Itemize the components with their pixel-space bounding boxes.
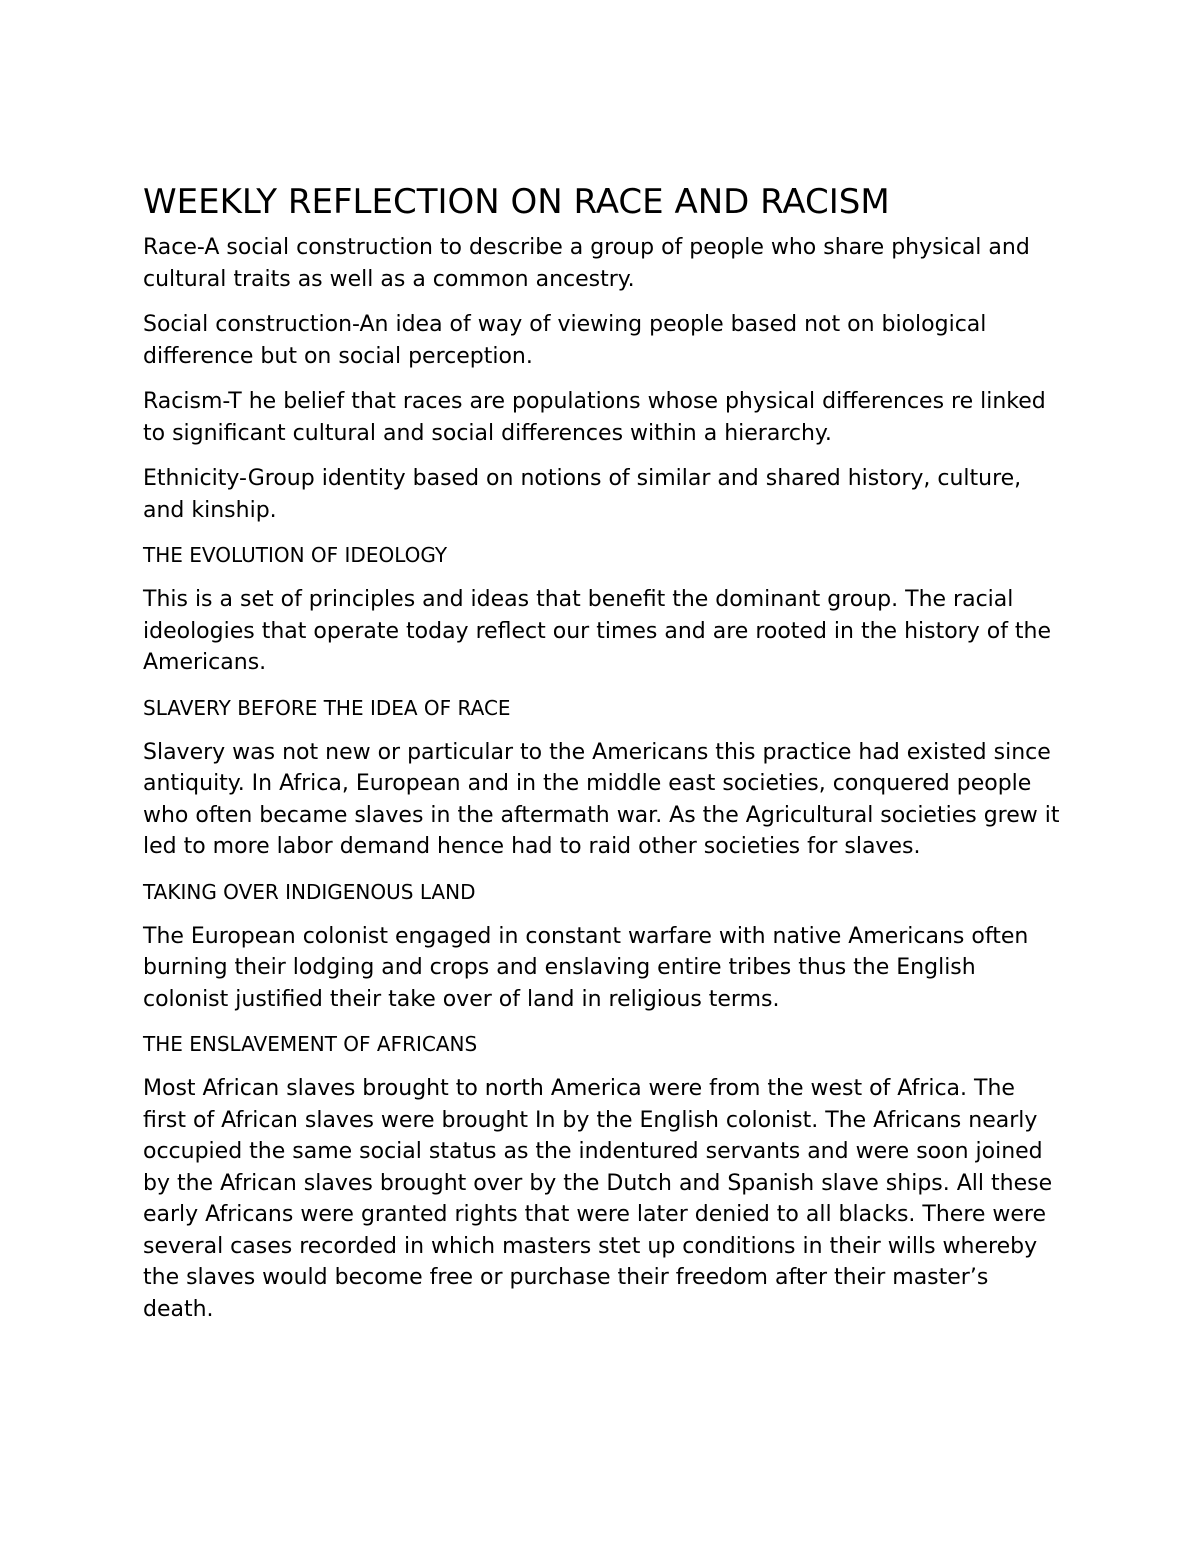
section-text-enslavement-of-africans: Most African slaves brought to north America were from the west of Africa. The first of African slaves were brought In by the English colonist. The Africans nearly occupied the same social status as the indentured servants and were soon joined by the African slaves brought over by the Dutch and Spanish slave ships. All these early Africans were granted rights that were later denied to all blacks. There were several cases recorded in which masters stet up conditions in their wills whereby the slaves would become free or purchase their freedom after their master’s death. bbox=[143, 1076, 1053, 1322]
definition-racism: Racism-T he belief that races are populations whose physical differences re linked to significant cultural and social differences within a hierarchy. bbox=[143, 389, 1046, 446]
section-heading-slavery-before-race: SLAVERY BEFORE THE IDEA OF RACE bbox=[143, 695, 511, 720]
section-text-indigenous-land: The European colonist engaged in constant warfare with native Americans often burning their lodging and crops and enslaving entire tribes thus the English colonist justified their take over of land in religious terms. bbox=[143, 923, 1029, 1012]
section-heading-evolution-of-ideology: THE EVOLUTION OF IDEOLOGY bbox=[143, 543, 448, 567]
definition-social-construction: Social construction-An idea of way of viewing people based not on biological difference but on social perception. bbox=[143, 312, 987, 369]
document-title: WEEKLY REFLECTION ON RACE AND RACISM bbox=[143, 182, 890, 222]
section-text-evolution-of-ideology: This is a set of principles and ideas that benefit the dominant group. The racial ideologies that operate today reflect our times and are rooted in the history of the Americans. bbox=[143, 587, 1052, 675]
section-heading-indigenous-land: TAKING OVER INDIGENOUS LAND bbox=[143, 879, 476, 904]
definition-race: Race-A social construction to describe a group of people who share physical and cultural traits as well as a common ancestry. bbox=[143, 235, 1030, 292]
document-page bbox=[143, 180, 1063, 1339]
section-heading-enslavement-of-africans: THE ENSLAVEMENT OF AFRICANS bbox=[143, 1032, 478, 1056]
section-text-slavery-before-race: Slavery was not new or particular to the Americans this practice had existed since antiquity. In Africa, European and in the middle east societies, conquered people who often became slaves in the aftermath war. As the Agricultural societies grew it led to more labor demand hence had to raid other societies for slaves. bbox=[143, 739, 1060, 859]
definition-ethnicity: Ethnicity-Group identity based on notions of similar and shared history, culture, and kinship. bbox=[143, 466, 1022, 523]
